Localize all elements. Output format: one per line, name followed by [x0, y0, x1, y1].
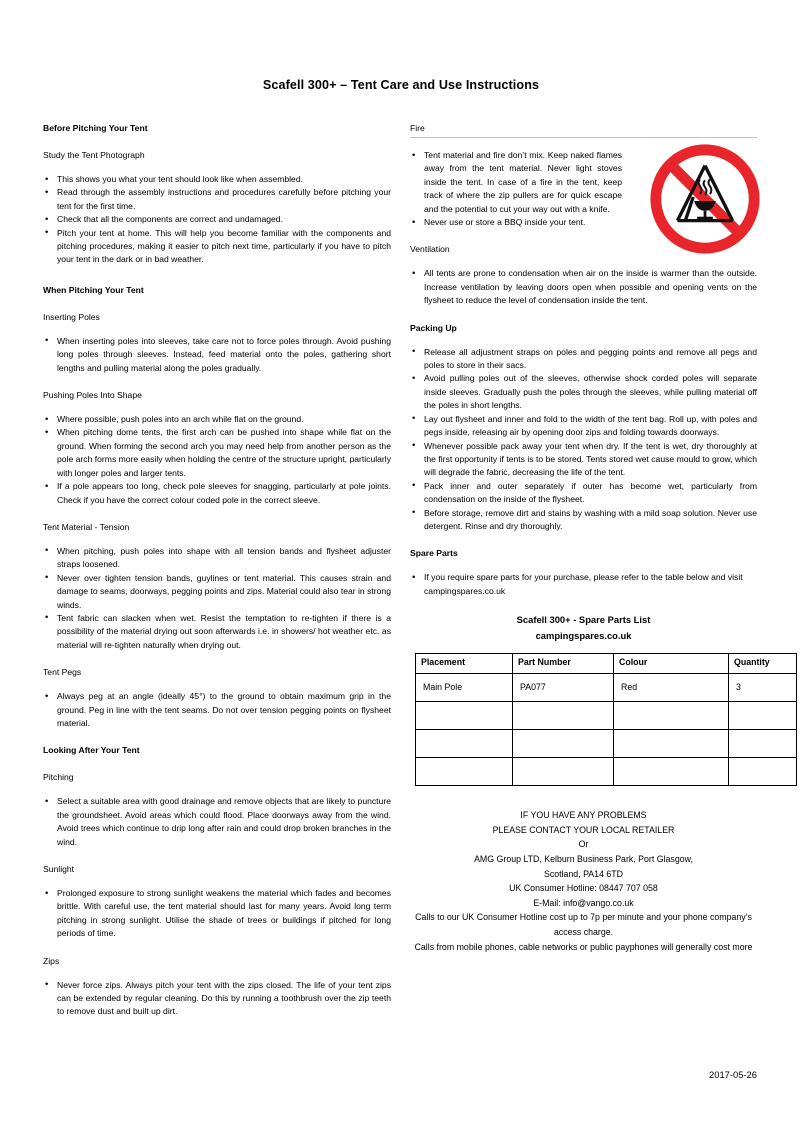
cell-colour-value: Red: [621, 682, 638, 693]
list-item: • Never use or store a BBQ inside your tent.: [410, 216, 622, 229]
footer-line-hotline: UK Consumer Hotline: 08447 707 058: [509, 883, 658, 894]
table-row: [416, 758, 797, 786]
subheading-pushing-poles: Pushing Poles Into Shape: [43, 390, 142, 401]
cell-quantity[interactable]: [729, 702, 797, 730]
bullet-list-ventilation: [410, 267, 757, 307]
column-header-part-number-label: Part Number: [518, 657, 571, 668]
list-item: • Read through the assembly instructions and procedures carefully before pitching your tent for the first time.: [43, 186, 391, 213]
list-item: • All tents are prone to condensation when air on the inside is warmer than the outside. Increase ventilation by leaving doors open when possible and opening vents on the flysheet to reduce the level of condensation inside the tent.: [410, 267, 757, 307]
section-heading-fire: Fire: [410, 122, 757, 138]
cell-quantity[interactable]: [729, 758, 797, 786]
two-column-body: [0, 122, 802, 1019]
cell-quantity[interactable]: [729, 674, 797, 702]
footer-line-or: Or: [578, 839, 589, 850]
right-column: [402, 122, 802, 1019]
list-item: • Tent material and fire don’t mix. Keep naked flames away from the tent material. Never light stoves inside the tent. In case of a fire in the tent, keep track of where the zip pullers are for quick escape and the potential to cut your way out with a knife.: [410, 149, 622, 216]
cell-placement[interactable]: [416, 674, 513, 702]
list-item: • Before storage, remove dirt and stains by washing with a mild soap solution. Never use detergent. Rinse and dry thoroughly.: [410, 507, 757, 534]
column-header-quantity-label: Quantity: [734, 657, 770, 668]
bullet-list-pushing-poles: [43, 413, 391, 507]
page-title: Scafell 300+ – Tent Care and Use Instructions: [262, 78, 540, 92]
bullet-list-zips: [43, 979, 391, 1019]
document-date: 2017-05-26: [709, 1069, 757, 1080]
table-row: [416, 730, 797, 758]
table-row: [416, 674, 797, 702]
footer-line-problems: IF YOU HAVE ANY PROBLEMS: [520, 810, 647, 821]
list-item: • Never over tighten tension bands, guylines or tent material. This causes strain and damage to seams, doorways, pegging points and zips. Material could also tear in strong winds.: [43, 572, 391, 612]
cell-part-number[interactable]: [513, 730, 614, 758]
bullet-list-tent-material-tension: [43, 545, 391, 652]
list-item: • Release all adjustment straps on poles and pegging points and remove all pegs and poles to store in their sacs.: [410, 346, 757, 373]
list-item: • When pitching, push poles into shape with all tension bands and flysheet adjuster straps loosened.: [43, 545, 391, 572]
list-item: • Pitch your tent at home. This will help you become familiar with the components and pitching procedures, making it easier to pitch next time, particularly if you have to pitch your tent in the dark or in bad weather.: [43, 227, 391, 267]
footer-line-address-2: Scotland, PA14 6TD: [543, 868, 624, 879]
subheading-study-photograph: Study the Tent Photograph: [43, 150, 145, 160]
cell-colour[interactable]: [614, 758, 729, 786]
cell-placement-value: Main Pole: [423, 682, 463, 693]
cell-placement[interactable]: [416, 730, 513, 758]
list-item: • Pack inner and outer separately if outer has become wet, particularly from condensation on the inside of the flysheet.: [410, 480, 757, 507]
bullet-list-inserting-poles: [43, 335, 391, 375]
footer-line-address-1: AMG Group LTD, Kelburn Business Park, Port Glasgow,: [474, 853, 693, 864]
subheading-inserting-poles: Inserting Poles: [43, 311, 100, 322]
list-item: • If you require spare parts for your purchase, please refer to the table below and visit campingspares.co.uk: [410, 571, 757, 598]
section-heading-spare-parts: Spare Parts: [410, 548, 458, 559]
cell-placement[interactable]: [416, 702, 513, 730]
bullet-list-study-photograph: [43, 173, 391, 267]
section-heading-packing-up: Packing Up: [410, 322, 457, 333]
column-header-colour-label: Colour: [619, 657, 648, 668]
cell-colour[interactable]: [614, 702, 729, 730]
bullet-list-pitching: [43, 795, 391, 849]
list-item: • Always peg at an angle (ideally 45°) to the ground to obtain maximum grip in the ground. Peg in line with the tent seams. Do not over tension pegging points on flysheet material.: [43, 690, 391, 730]
table-header-row: [416, 654, 797, 674]
column-header-placement-label: Placement: [421, 657, 466, 668]
list-item: • Where possible, push poles into an arch while flat on the ground.: [43, 413, 391, 426]
column-header-quantity: [729, 654, 797, 674]
bullet-list-spare-parts: [410, 571, 757, 598]
list-item: • If a pole appears too long, check pole sleeves for snagging, particularly at pole joints. Check if you have the correct colour coded pole in the correct sleeve.: [43, 480, 391, 507]
cell-colour[interactable]: [614, 730, 729, 758]
cell-part-number-value: PA077: [520, 682, 546, 693]
footer-line-call-charges: Calls to our UK Consumer Hotline cost up to 7p per minute and your phone company’s access charge.: [415, 912, 752, 937]
column-header-part-number: [513, 654, 614, 674]
cell-placement[interactable]: [416, 758, 513, 786]
no-fire-in-tent-icon: [646, 140, 764, 258]
list-item: • Check that all the components are correct and undamaged.: [43, 213, 391, 226]
footer-line-retailer: PLEASE CONTACT YOUR LOCAL RETAILER: [492, 824, 675, 835]
list-item: • Select a suitable area with good drainage and remove objects that are likely to puncture the groundsheet. Avoid areas which could flood. Place doorways away from the wind. Avoid trees which continue to drip long after rain and could drop broken branches in the wind.: [43, 795, 391, 849]
contact-footer: [410, 808, 757, 954]
list-item: • Whenever possible pack away your tent when dry. If the tent is wet, dry thoroughly at the first opportunity if tents is to be stored. Tents stored wet cause mould to grow, which will degrade the fabric, decreasing the life of the tent.: [410, 440, 757, 480]
column-header-placement: [416, 654, 513, 674]
footer-line-mobile-charges: Calls from mobile phones, cable networks or public payphones will generally cost more: [414, 941, 753, 952]
list-item: • Prolonged exposure to strong sunlight weakens the material which fades and becomes brittle. With careful use, the tent material should last for many years. Avoid long term pitching in strong sunlight. Utilise the shade of trees or buildings if pitched for long periods of time.: [43, 887, 391, 941]
subheading-tent-material-tension: Tent Material - Tension: [43, 521, 130, 532]
list-item: • When inserting poles into sleeves, take care not to force poles through. Avoid pushing long poles through sleeves. Instead, feed material onto the poles, gathering short lengths and pulling material along the poles gradually.: [43, 335, 391, 375]
cell-part-number[interactable]: [513, 674, 614, 702]
bullet-list-fire: [410, 149, 622, 229]
list-item: • Avoid pulling poles out of the sleeves, otherwise shock corded poles will separate inside sleeves. Gradually push the poles through the sleeves, while pulling material off the poles in short lengths.: [410, 372, 757, 412]
cell-colour[interactable]: [614, 674, 729, 702]
list-item: • This shows you what your tent should look like when assembled.: [43, 173, 391, 186]
cell-part-number[interactable]: [513, 758, 614, 786]
bullet-list-sunlight: [43, 887, 391, 941]
left-column: [0, 122, 402, 1019]
spare-parts-table: [415, 653, 797, 786]
subheading-tent-pegs: Tent Pegs: [43, 667, 82, 678]
list-item: • When pitching dome tents, the first arch can be pushed into shape while flat on the ground. When forming the second arch you may need help from another person as the pole arch forms more easily when holding the centre of the structure upright, particularly with longer poles and larger tents.: [43, 426, 391, 480]
bullet-list-packing-up: [410, 346, 757, 534]
section-heading-ventilation: Ventilation: [410, 244, 450, 255]
bullet-list-tent-pegs: [43, 690, 391, 730]
section-heading-before-pitching: Before Pitching Your Tent: [43, 123, 148, 133]
cell-quantity[interactable]: [729, 730, 797, 758]
list-item: • Never force zips. Always pitch your tent with the zips closed. The life of your tent zips can be extended by regular cleaning. Do this by running a toothbrush over the zip teeth to remove dust and built up dirt.: [43, 979, 391, 1019]
cell-part-number[interactable]: [513, 702, 614, 730]
section-heading-when-pitching: When Pitching Your Tent: [43, 284, 144, 295]
footer-line-email[interactable]: E-Mail: info@vango.co.uk: [533, 897, 634, 908]
spare-parts-table-website[interactable]: campingspares.co.uk: [535, 630, 632, 642]
subheading-zips: Zips: [43, 955, 60, 966]
list-item: • Tent fabric can slacken when wet. Resist the temptation to re-tighten if there is a possibility of the material drying out soon afterwards i.e. in showers/ hot weather etc. as material will re-tighten naturally when drying out.: [43, 612, 391, 652]
spare-parts-table-title: Scafell 300+ - Spare Parts List: [516, 614, 651, 626]
column-header-colour: [614, 654, 729, 674]
section-heading-looking-after: Looking After Your Tent: [43, 745, 140, 756]
list-item: • Lay out flysheet and inner and fold to the width of the tent bag. Roll up, with poles and pegs inside, releasing air by opening door zips and folding towards doorways.: [410, 413, 757, 440]
table-row: [416, 702, 797, 730]
cell-quantity-value: 3: [736, 682, 741, 693]
subheading-sunlight: Sunlight: [43, 864, 75, 874]
subheading-pitching: Pitching: [43, 772, 74, 783]
